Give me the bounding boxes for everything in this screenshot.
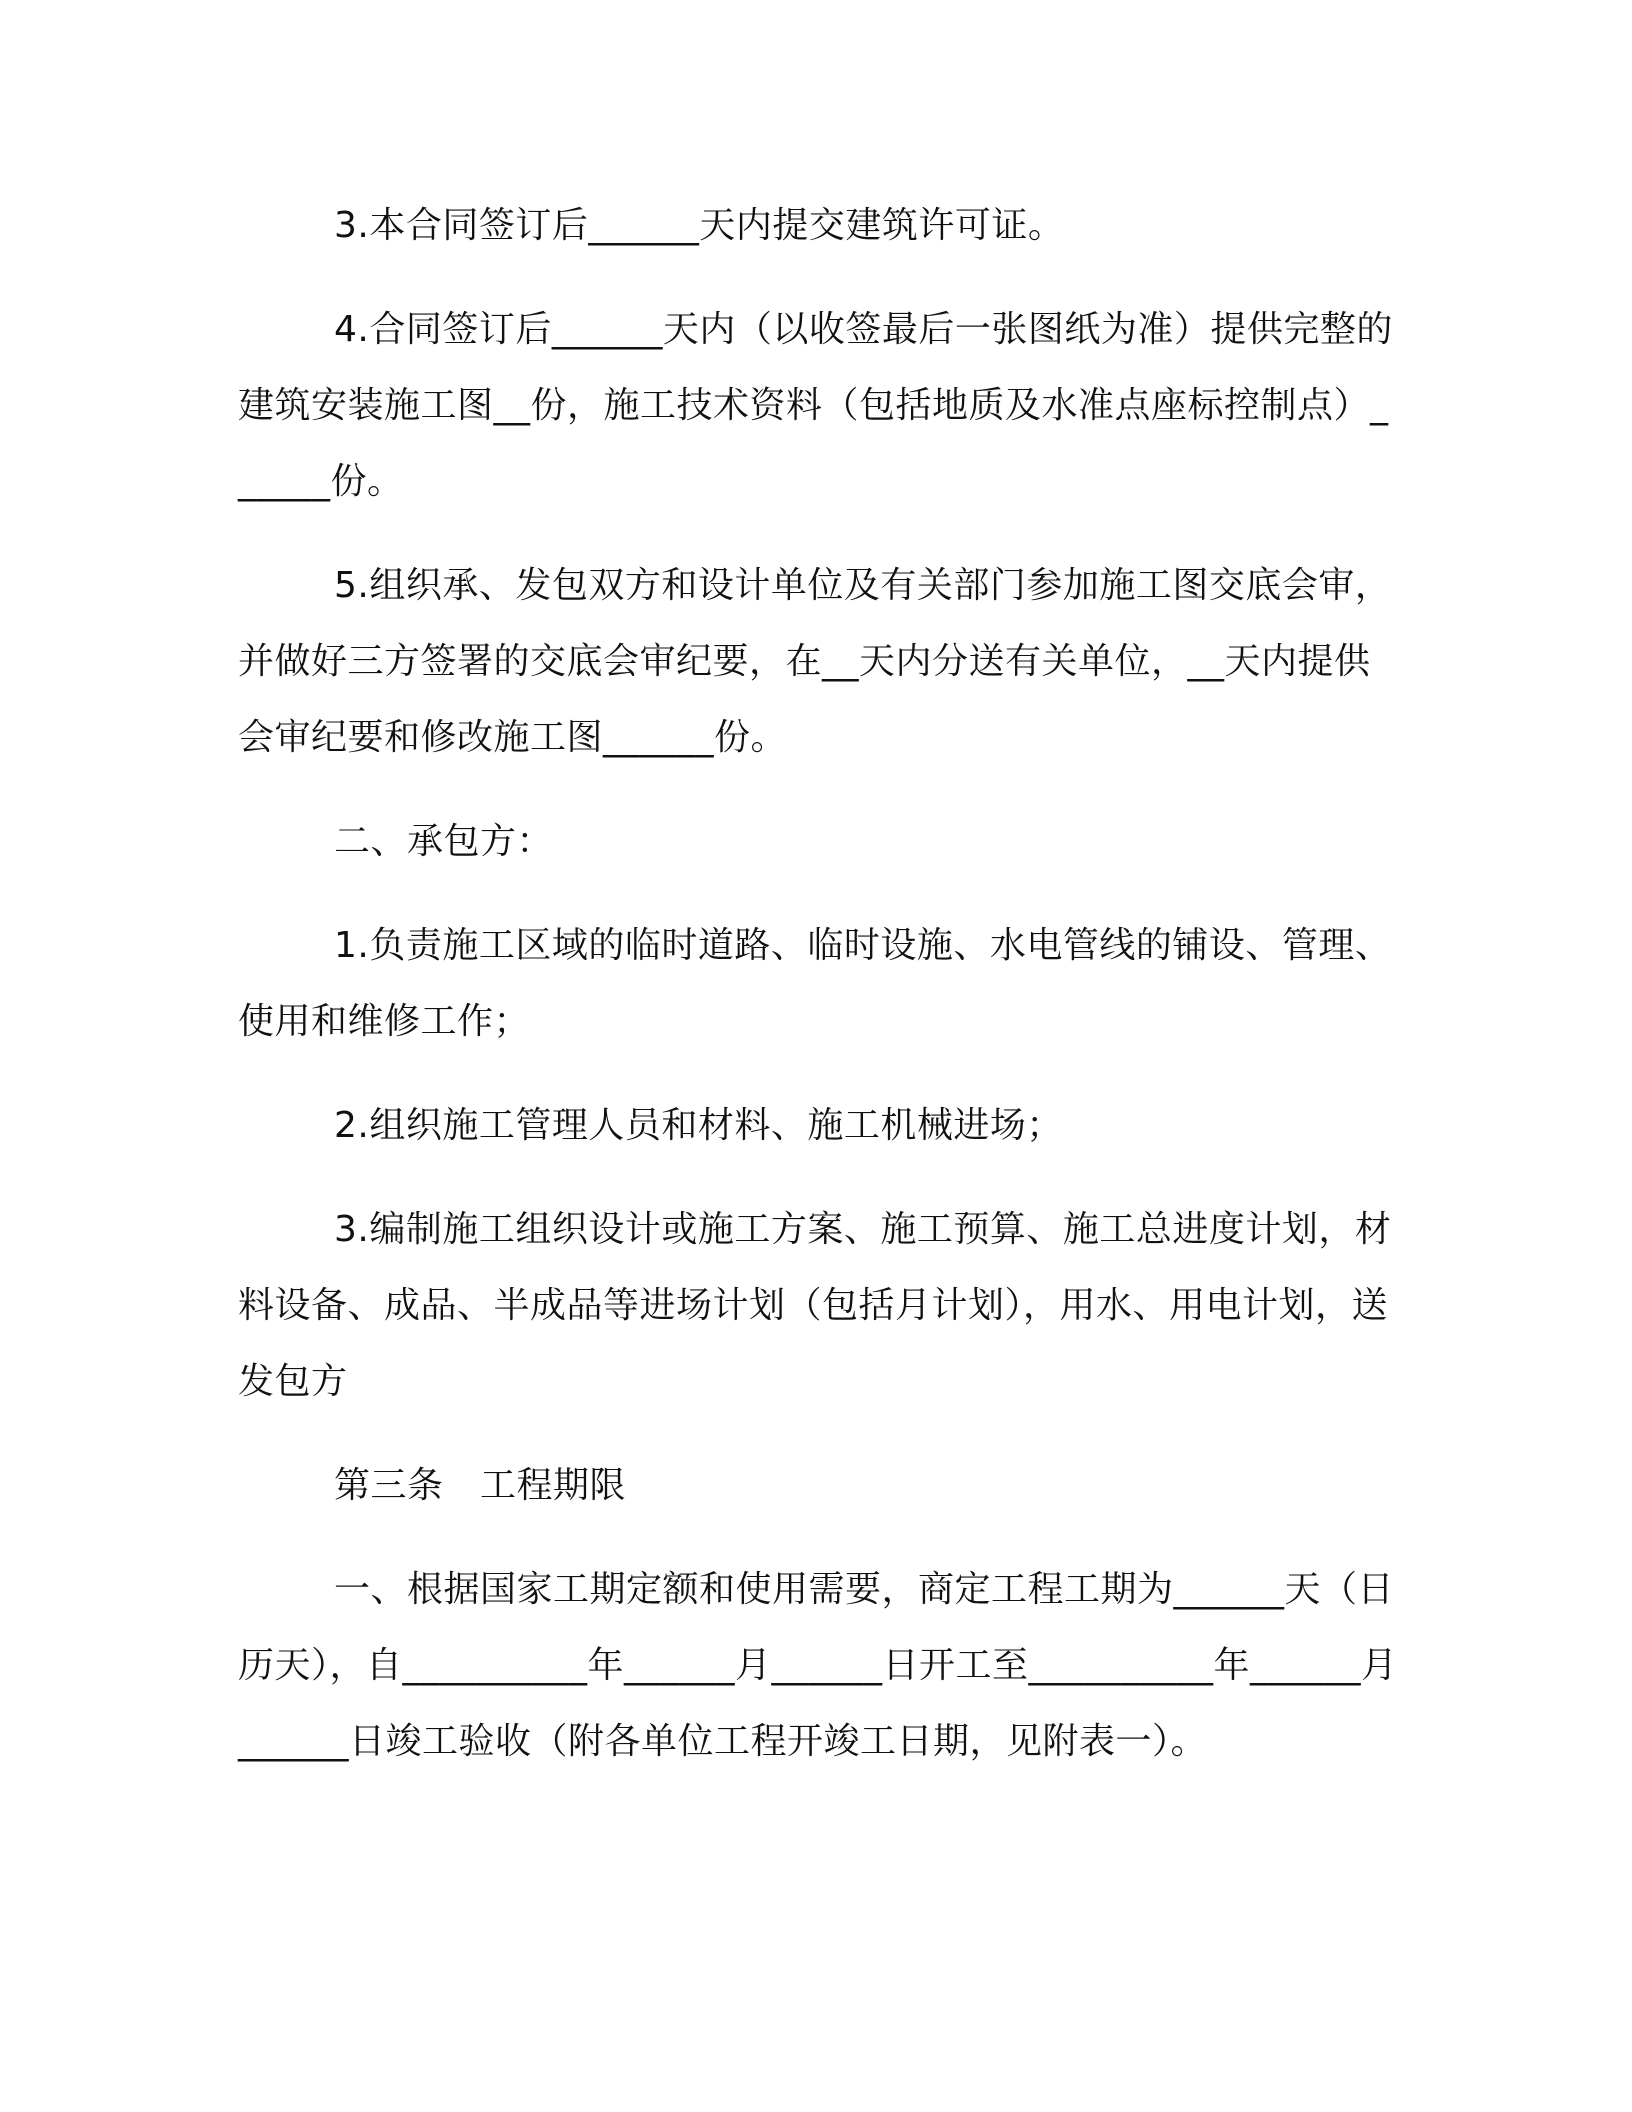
clause-4-construction-drawings: 4.合同签订后______天内（以收签最后一张图纸为准）提供完整的建筑安装施工图__份，施工技术资料（包括地质及水准点座标控制点）______份。: [238, 309, 1393, 502]
section-contractor-heading: 二、承包方：: [334, 821, 554, 862]
article-3-heading: 第三条 工程期限: [334, 1465, 627, 1506]
document-body: [238, 188, 1398, 1808]
contractor-item-2: 2.组织施工管理人员和材料、施工机械进场；: [334, 1105, 1063, 1146]
article-3-item-1: 一、根据国家工期定额和使用需要，商定工程工期为______天（日历天），自__________年______月______日开工至__________年______月______日竣工验收（附各单位工程开竣工日期，见附表一）。: [238, 1569, 1398, 1762]
clause-5-drawing-review: 5.组织承、发包双方和设计单位及有关部门参加施工图交底会审，并做好三方签署的交底会审纪要，在__天内分送有关单位，__天内提供会审纪要和修改施工图______份。: [238, 565, 1392, 758]
contractor-item-1: 1.负责施工区域的临时道路、临时设施、水电管线的铺设、管理、使用和维修工作；: [238, 925, 1392, 1042]
clause-3-building-permit: 3.本合同签订后______天内提交建筑许可证。: [334, 205, 1065, 246]
contractor-item-3: 3.编制施工组织设计或施工方案、施工预算、施工总进度计划，材料设备、成品、半成品等进场计划（包括月计划），用水、用电计划，送发包方: [238, 1209, 1392, 1402]
